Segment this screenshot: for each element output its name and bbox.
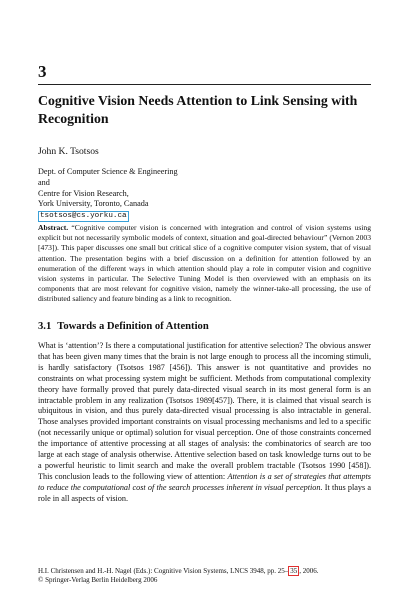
- abstract-label: Abstract.: [38, 223, 69, 232]
- affiliation-line: Dept. of Computer Science & Engineering: [38, 167, 178, 176]
- affiliation-line: and: [38, 177, 50, 187]
- chapter-title: Cognitive Vision Needs Attention to Link Sensing with Recognition: [38, 93, 358, 126]
- page-footer: [38, 567, 371, 586]
- section-title: Towards a Definition of Attention: [57, 321, 209, 332]
- section-heading: [38, 321, 209, 332]
- affiliation-line: York University, Toronto, Canada: [38, 199, 149, 209]
- body-text-end: It thus plays a role in all aspects of vision.: [38, 482, 371, 503]
- chapter-number: 3: [38, 62, 47, 81]
- email-link[interactable]: tsotsos@cs.yorku.ca: [40, 212, 127, 221]
- abstract-text: “Cognitive computer vision is concerned with integration and control of vision systems using explicit but not necessarily symbolic models of context, situation and goal-directed behaviour” (Vernon 2003 [473]). This paper discusses one small but critical slice of a cognitive computer vision system, that of visual attention. The presentation begins with a brief discussion on a definition for attention followed by an enumeration of the different ways in which attention should play a role in computer vision and cognitive vision systems in particular. The Selective Tuning Model is then overviewed with an emphasis on its components that are most relevant for cognitive vision, namely the winner-take-all processing, the use of distributed saliency and feature binding as a link to recognition.: [38, 223, 371, 304]
- chapter-rule: [38, 84, 371, 85]
- citation-line: [38, 567, 371, 576]
- citation-text: H.I. Christensen and H.-H. Nagel (Eds.): Cognitive Vision Systems, LNCS 3948, pp. 25–: [38, 567, 289, 575]
- body-italic-definition: Attention is a set of strategies that attempts to reduce the computational cost of the search processes inherent in visual perception.: [38, 471, 371, 492]
- body-paragraph: [38, 341, 371, 505]
- body-text: What is ‘attention’? Is there a computational justification for attentive selection? The obvious answer that has been given many times that the brain is not large enough to process all the incoming stimuli, is hardly satisfactory (Tsotsos 1987 [456]). This answer is not quantitative and provides no constraints on what processing system might be sufficient. Methods from computational complexity theory have formally proved that purely data-directed visual search in its most general form is an intractable problem in any realization (Tsotsos 1989[457]). There, it is claimed that visual search is ubiquitous in vision, and thus purely data-directed visual processing is also intractable in general. Those analyses provided important constraints on visual processing mechanisms and led to a specific (not necessarily unique or optimal) solution for visual perception. One of those constraints concerned the importance of attentive processing at all stages of analysis: the combinatorics of search are too large at each stage of analysis otherwise. Attentive selection based on task knowledge turns out to be a powerful heuristic to limit search and make the overall problem tractable (Tsotsos 1990 [458]). This conclusion leads to the following view of attention:: [38, 341, 371, 481]
- affiliation-block: [38, 167, 178, 222]
- copyright-line: © Springer-Verlag Berlin Heidelberg 2006: [38, 576, 158, 585]
- author-name: John K. Tsotsos: [38, 146, 99, 157]
- citation-year: , 2006.: [299, 567, 319, 575]
- page-link[interactable]: 35: [290, 567, 298, 575]
- abstract: [38, 223, 371, 305]
- section-number: 3.1: [38, 321, 52, 332]
- affiliation-line: Centre for Vision Research,: [38, 188, 129, 198]
